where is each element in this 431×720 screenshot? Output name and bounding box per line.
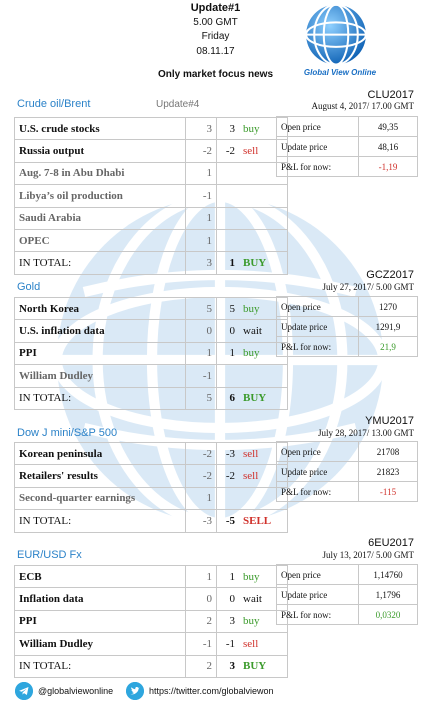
row-signal: buy xyxy=(239,610,288,632)
news-table-dow xyxy=(14,442,288,533)
row-score: -1 xyxy=(186,185,217,207)
row-score: -2 xyxy=(186,140,217,162)
pnl-row xyxy=(277,317,418,337)
row-score: 2 xyxy=(186,655,217,677)
row-score: 0 xyxy=(186,320,217,342)
news-table-gold xyxy=(14,297,288,410)
pnl-row xyxy=(277,137,418,157)
row-label: Retailers' results xyxy=(15,465,186,487)
global-view-logo-icon xyxy=(300,2,372,70)
row-signal xyxy=(239,207,288,229)
row-total: 3 xyxy=(217,118,240,140)
update-day: Friday xyxy=(201,31,230,42)
news-table-eurusd xyxy=(14,565,288,678)
row-total: 0 xyxy=(217,588,240,610)
pnl-row xyxy=(277,565,418,585)
row-label: IN TOTAL: xyxy=(15,387,186,409)
table-row xyxy=(15,342,288,364)
row-score: 3 xyxy=(186,252,217,274)
telegram-link[interactable] xyxy=(15,681,113,701)
row-score: 1 xyxy=(186,342,217,364)
contract-code-dow: YMU2017 xyxy=(365,415,414,427)
row-total xyxy=(217,487,240,509)
row-total: 0 xyxy=(217,320,240,342)
row-label: IN TOTAL: xyxy=(15,252,186,274)
row-score: 5 xyxy=(186,387,217,409)
pnl-key: Open price xyxy=(277,565,359,585)
row-label: Aug. 7-8 in Abu Dhabi xyxy=(15,162,186,184)
table-row xyxy=(15,320,288,342)
row-score: 1 xyxy=(186,229,217,251)
section-title-eurusd: EUR/USD Fx xyxy=(17,549,82,561)
logo-text: Global View Online xyxy=(303,68,377,77)
table-row xyxy=(15,487,288,509)
table-row xyxy=(15,465,288,487)
row-label: U.S. crude stocks xyxy=(15,118,186,140)
pnl-table-crude xyxy=(276,116,418,177)
row-label: U.S. inflation data xyxy=(15,320,186,342)
pnl-row xyxy=(277,462,418,482)
row-total xyxy=(217,162,240,184)
row-signal: buy xyxy=(239,566,288,588)
row-score: -3 xyxy=(186,510,217,532)
row-total: 3 xyxy=(217,655,240,677)
row-score: -1 xyxy=(186,365,217,387)
row-label: IN TOTAL: xyxy=(15,655,186,677)
update-title: Update#1 xyxy=(190,2,241,14)
twitter-icon xyxy=(126,682,144,700)
row-total: 5 xyxy=(217,298,240,320)
contract-code-gold: GCZ2017 xyxy=(366,269,414,281)
pnl-row xyxy=(277,585,418,605)
total-row xyxy=(15,252,288,274)
pnl-key: Open price xyxy=(277,297,359,317)
table-row xyxy=(15,229,288,251)
table-row xyxy=(15,298,288,320)
row-signal: wait xyxy=(239,588,288,610)
pnl-value: 21708 xyxy=(359,442,418,462)
row-signal: BUY xyxy=(239,655,288,677)
pnl-value: 1,1796 xyxy=(359,585,418,605)
pnl-key: Open price xyxy=(277,117,359,137)
total-row xyxy=(15,387,288,409)
row-score: -2 xyxy=(186,443,217,465)
section-update-tag: Update#4 xyxy=(156,99,200,110)
section-title-gold: Gold xyxy=(17,281,41,293)
pnl-key: P&L for now: xyxy=(277,337,359,357)
row-total: -5 xyxy=(217,510,240,532)
pnl-value: 1270 xyxy=(359,297,418,317)
pnl-row xyxy=(277,117,418,137)
row-signal xyxy=(239,365,288,387)
row-label: PPI xyxy=(15,342,186,364)
section-title-crude: Crude oil/Brent xyxy=(17,98,91,110)
row-total: 1 xyxy=(217,342,240,364)
row-signal: wait xyxy=(239,320,288,342)
pnl-table-gold xyxy=(276,296,418,357)
pnl-key: Update price xyxy=(277,137,359,157)
row-total: 6 xyxy=(217,387,240,409)
pnl-row xyxy=(277,482,418,502)
table-row xyxy=(15,610,288,632)
row-total: 3 xyxy=(217,610,240,632)
table-row xyxy=(15,185,288,207)
page-subtitle: Only market focus news xyxy=(157,69,274,80)
row-signal: sell xyxy=(239,465,288,487)
row-score: 1 xyxy=(186,566,217,588)
row-total: -3 xyxy=(217,443,240,465)
section-title-dow: Dow J mini/S&P 500 xyxy=(17,427,118,439)
row-total: 1 xyxy=(217,252,240,274)
row-total: 1 xyxy=(217,566,240,588)
row-score: 1 xyxy=(186,487,217,509)
pnl-key: P&L for now: xyxy=(277,605,359,625)
pnl-row xyxy=(277,297,418,317)
row-label: Saudi Arabia xyxy=(15,207,186,229)
pnl-key: Update price xyxy=(277,462,359,482)
table-row xyxy=(15,162,288,184)
row-total xyxy=(217,229,240,251)
row-total: -1 xyxy=(217,633,240,655)
contract-date-crude: August 4, 2017/ 17.00 GMT xyxy=(311,101,414,111)
row-signal: sell xyxy=(239,633,288,655)
row-signal xyxy=(239,229,288,251)
table-row xyxy=(15,443,288,465)
table-row xyxy=(15,365,288,387)
contract-code-eurusd: 6EU2017 xyxy=(368,537,414,549)
pnl-row xyxy=(277,605,418,625)
pnl-row xyxy=(277,442,418,462)
row-label: North Korea xyxy=(15,298,186,320)
row-label: Inflation data xyxy=(15,588,186,610)
row-score: 1 xyxy=(186,162,217,184)
twitter-link[interactable] xyxy=(126,681,274,701)
table-row xyxy=(15,207,288,229)
row-label: Second-quarter earnings xyxy=(15,487,186,509)
row-signal: BUY xyxy=(239,387,288,409)
update-date: 08.11.17 xyxy=(196,46,235,57)
row-label: PPI xyxy=(15,610,186,632)
contract-date-gold: July 27, 2017/ 5.00 GMT xyxy=(322,282,414,292)
table-row xyxy=(15,140,288,162)
contract-date-eurusd: July 13, 2017/ 5.00 GMT xyxy=(322,550,414,560)
update-time: 5.00 GMT xyxy=(193,17,238,28)
row-signal: sell xyxy=(239,140,288,162)
contract-code-crude: CLU2017 xyxy=(367,89,414,101)
row-signal: sell xyxy=(239,443,288,465)
telegram-handle: @globalviewonline xyxy=(38,686,114,696)
pnl-key: Open price xyxy=(277,442,359,462)
pnl-value: 1291,9 xyxy=(359,317,418,337)
pnl-value: 49,35 xyxy=(359,117,418,137)
row-signal: buy xyxy=(239,342,288,364)
row-signal: buy xyxy=(239,118,288,140)
row-score: 5 xyxy=(186,298,217,320)
news-table-crude xyxy=(14,117,288,275)
pnl-key: Update price xyxy=(277,585,359,605)
row-total xyxy=(217,365,240,387)
contract-date-dow: July 28, 2017/ 13.00 GMT xyxy=(317,428,414,438)
pnl-value: 21823 xyxy=(359,462,418,482)
row-label: ECB xyxy=(15,566,186,588)
row-total: -2 xyxy=(217,140,240,162)
row-label: William Dudley xyxy=(15,365,186,387)
row-label: Russia output xyxy=(15,140,186,162)
total-row xyxy=(15,655,288,677)
pnl-value: -115 xyxy=(359,482,418,502)
row-label: William Dudley xyxy=(15,633,186,655)
row-total xyxy=(217,207,240,229)
table-row xyxy=(15,118,288,140)
total-row xyxy=(15,510,288,532)
row-score: -1 xyxy=(186,633,217,655)
table-row xyxy=(15,566,288,588)
twitter-url: https://twitter.com/globalviewon xyxy=(149,686,274,696)
row-signal: buy xyxy=(239,298,288,320)
pnl-row xyxy=(277,337,418,357)
pnl-table-dow xyxy=(276,441,418,502)
row-score: 2 xyxy=(186,610,217,632)
telegram-icon xyxy=(15,682,33,700)
pnl-key: Update price xyxy=(277,317,359,337)
pnl-value: 0,0320 xyxy=(359,605,418,625)
pnl-value: -1,19 xyxy=(359,157,418,177)
row-score: 0 xyxy=(186,588,217,610)
row-label: OPEC xyxy=(15,229,186,251)
pnl-table-eurusd xyxy=(276,564,418,625)
row-label: Korean peninsula xyxy=(15,443,186,465)
table-row xyxy=(15,588,288,610)
row-signal: SELL xyxy=(239,510,288,532)
pnl-value: 1,14760 xyxy=(359,565,418,585)
row-total: -2 xyxy=(217,465,240,487)
row-score: 3 xyxy=(186,118,217,140)
pnl-row xyxy=(277,157,418,177)
pnl-value: 48,16 xyxy=(359,137,418,157)
row-score: 1 xyxy=(186,207,217,229)
row-label: Libya’s oil production xyxy=(15,185,186,207)
table-row xyxy=(15,633,288,655)
pnl-key: P&L for now: xyxy=(277,482,359,502)
pnl-value: 21,9 xyxy=(359,337,418,357)
row-label: IN TOTAL: xyxy=(15,510,186,532)
row-signal: BUY xyxy=(239,252,288,274)
row-signal xyxy=(239,185,288,207)
row-score: -2 xyxy=(186,465,217,487)
pnl-key: P&L for now: xyxy=(277,157,359,177)
row-total xyxy=(217,185,240,207)
